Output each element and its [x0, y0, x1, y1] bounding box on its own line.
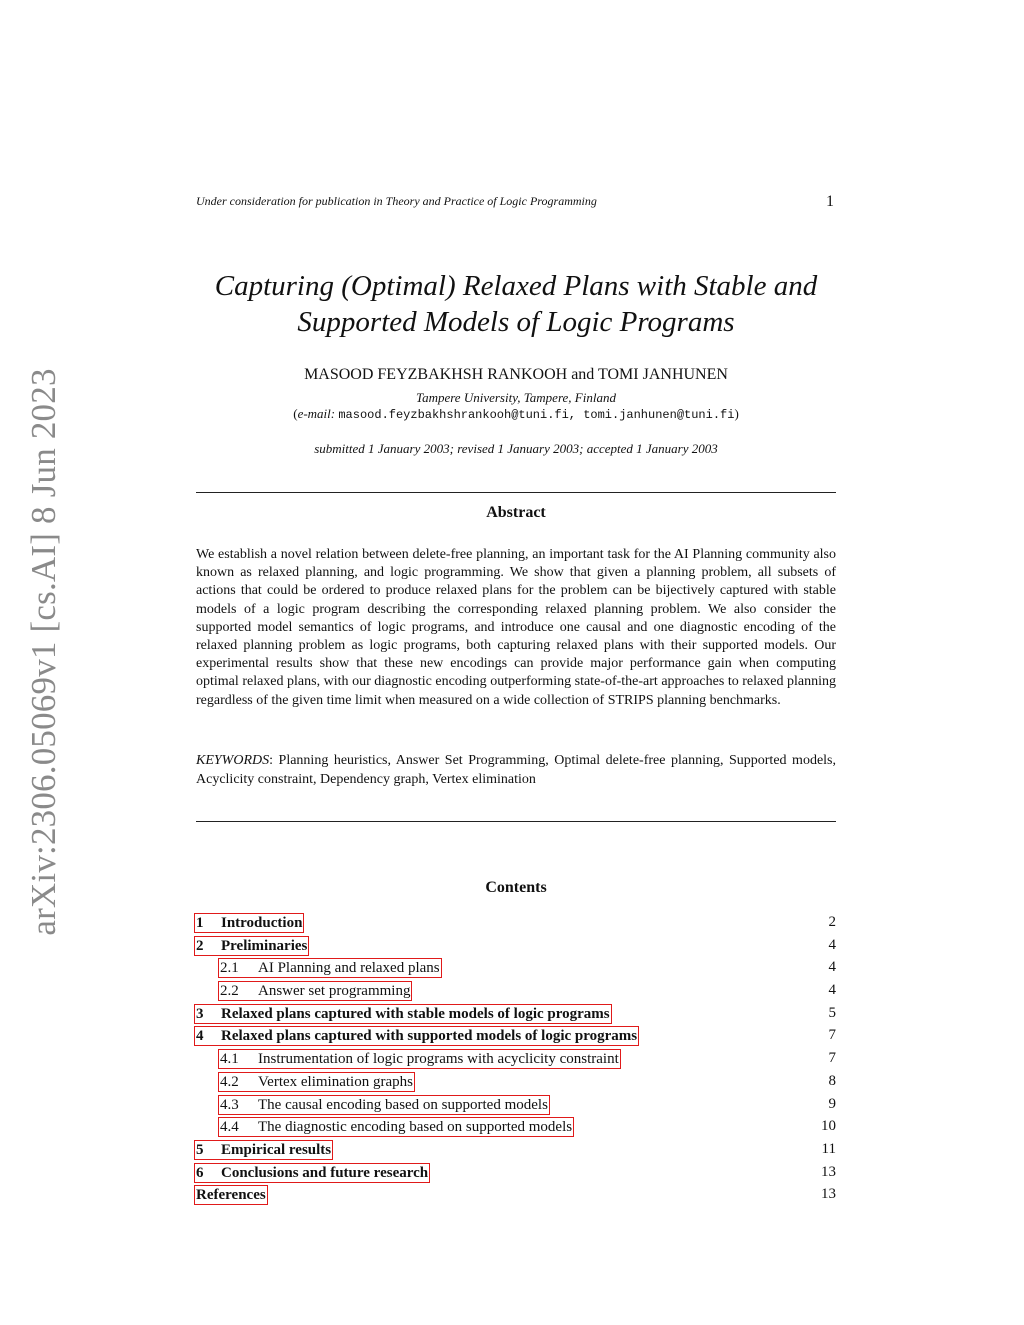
contents-heading: Contents: [485, 879, 547, 896]
toc-link-answer-set-programming[interactable]: [218, 981, 412, 1001]
toc-entry-instrumentation: [196, 1047, 836, 1070]
toc-entry-introduction: [196, 911, 836, 934]
toc-number: 2: [196, 937, 204, 954]
toc-link-supported-models[interactable]: [194, 1026, 639, 1046]
toc-number: 2.2: [220, 983, 239, 1000]
toc-page: 4: [828, 936, 836, 953]
toc-label: References: [196, 1187, 266, 1204]
toc-label: Instrumentation of logic programs with acyclicity constraint: [258, 1051, 619, 1068]
toc-number: 4.1: [220, 1051, 239, 1068]
toc-page: 4: [828, 959, 836, 976]
toc-number: 4.4: [220, 1119, 239, 1136]
toc-entry-stable-models: [196, 1002, 836, 1025]
toc-link-empirical-results[interactable]: [194, 1140, 333, 1160]
toc-link-preliminaries[interactable]: [194, 936, 309, 956]
toc-link-stable-models[interactable]: [194, 1004, 612, 1024]
toc-label: AI Planning and relaxed plans: [258, 960, 440, 977]
toc-number: 4.3: [220, 1096, 239, 1113]
page-number: 1: [826, 193, 834, 210]
email-line: [196, 406, 836, 422]
authors: MASOOD FEYZBAKHSH RANKOOH and TOMI JANHUNEN: [304, 366, 728, 383]
running-head: Under consideration for publication in Theory and Practice of Logic Programming: [196, 194, 597, 208]
toc-entry-references: [196, 1183, 836, 1206]
toc-link-conclusions[interactable]: [194, 1163, 430, 1183]
arxiv-identifier-stamp: arXiv:2306.05069v1 [cs.AI] 8 Jun 2023: [24, 368, 63, 936]
toc-link-introduction[interactable]: [194, 913, 304, 933]
toc-number: 6: [196, 1164, 204, 1181]
toc-label: The causal encoding based on supported models: [258, 1096, 548, 1113]
toc-entry-diagnostic-encoding: [196, 1115, 836, 1138]
title-line-2: Supported Models of Logic Programs: [297, 306, 735, 338]
toc-page: 8: [828, 1072, 836, 1089]
toc-link-diagnostic-encoding[interactable]: [218, 1117, 574, 1137]
toc-page: 7: [828, 1027, 836, 1044]
toc-entry-ai-planning: [196, 956, 836, 979]
email-addresses: masood.feyzbakhshrankooh@tuni.fi, tomi.janhunen@tuni.fi: [338, 408, 735, 422]
toc-label: The diagnostic encoding based on supported models: [258, 1119, 573, 1136]
toc-page: 4: [828, 982, 836, 999]
toc-number: 5: [196, 1141, 204, 1158]
email-open-paren: (: [293, 406, 298, 421]
toc-page: 11: [821, 1140, 836, 1157]
toc-label: Vertex elimination graphs: [258, 1073, 413, 1090]
toc-entry-vertex-elimination: [196, 1070, 836, 1093]
toc-label: Preliminaries: [221, 937, 308, 954]
toc-number: 1: [196, 915, 204, 931]
abstract-text: We establish a novel relation between delete-free planning, an important task for the AI Planning community also known as relaxed planning, and logic programming. We show that given a planning problem, all subsets of actions that could be ordered to produce relaxed plans for the problem can be bijectively captured with stable models of a logic program describing the corresponding relaxed planning problem. We also consider the supported model semantics of logic programs, and introduce one causal and one diagnostic encoding of the relaxed planning problem as logic programs, both capturing relaxed plans with their supported models. Our experimental results show that these new encodings can provide major performance gain when computing optimal relaxed plans, with our diagnostic encoding outperforming state-of-the-art approaches to relaxed planning regardless of the given time limit when measured on a wide collection of STRIPS planning benchmarks.: [196, 547, 836, 708]
toc-label: Introduction: [221, 915, 303, 931]
keywords-label: KEYWORDS: [196, 753, 270, 768]
toc-number: 4.2: [220, 1073, 239, 1090]
title-line-1: Capturing (Optimal) Relaxed Plans with Stable and: [214, 270, 818, 302]
email-label: e-mail:: [297, 406, 336, 421]
toc-entry-answer-set-programming: [196, 979, 836, 1002]
keywords-text: : Planning heuristics, Answer Set Programming, Optimal delete-free planning, Supported models, Acyclicity constraint, Dependency graph, Vertex elimination: [196, 753, 836, 787]
toc-page: 9: [828, 1095, 836, 1112]
toc-page: 13: [821, 1163, 836, 1180]
toc-label: Conclusions and future research: [221, 1164, 429, 1181]
table-of-contents: [196, 911, 836, 1206]
toc-page: 10: [821, 1118, 836, 1135]
toc-entry-supported-models: [196, 1024, 836, 1047]
toc-page: 5: [828, 1004, 836, 1021]
toc-label: Relaxed plans captured with supported models of logic programs: [221, 1028, 638, 1045]
toc-link-references[interactable]: [194, 1185, 268, 1205]
paper-title: [196, 268, 836, 340]
toc-number: 2.1: [220, 960, 239, 977]
toc-number: 4: [196, 1028, 204, 1045]
email-close-paren: ): [734, 406, 739, 421]
toc-label: Empirical results: [221, 1141, 332, 1158]
toc-link-vertex-elimination[interactable]: [218, 1072, 415, 1092]
toc-page: 13: [821, 1186, 836, 1203]
toc-page: 2: [828, 914, 836, 930]
toc-entry-conclusions: [196, 1161, 836, 1184]
toc-entry-causal-encoding: [196, 1093, 836, 1116]
toc-page: 7: [828, 1050, 836, 1067]
toc-number: 3: [196, 1005, 204, 1022]
toc-entry-preliminaries: [196, 934, 836, 957]
bottom-rule: [196, 821, 836, 822]
affiliation: Tampere University, Tampere, Finland: [416, 390, 616, 405]
keywords: [196, 752, 836, 789]
submission-dates: submitted 1 January 2003; revised 1 January 2003; accepted 1 January 2003: [314, 441, 718, 456]
abstract-heading: Abstract: [486, 504, 546, 521]
toc-label: Relaxed plans captured with stable models of logic programs: [221, 1005, 610, 1022]
toc-label: Answer set programming: [258, 983, 411, 1000]
toc-link-causal-encoding[interactable]: [218, 1095, 550, 1115]
top-rule: [196, 492, 836, 493]
toc-entry-empirical-results: [196, 1138, 836, 1161]
toc-link-instrumentation[interactable]: [218, 1049, 621, 1069]
toc-link-ai-planning[interactable]: [218, 958, 442, 978]
